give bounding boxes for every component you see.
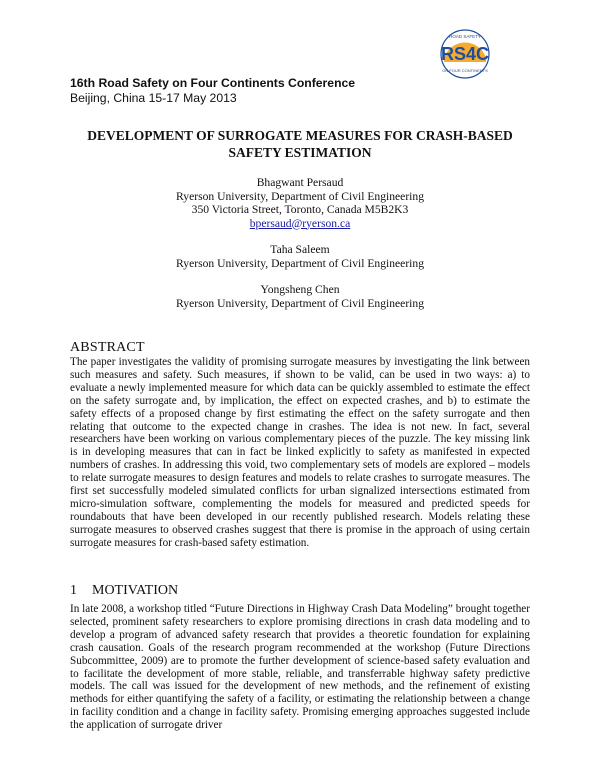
paper-title: DEVELOPMENT OF SURROGATE MEASURES FOR CRASH-BASED SAFETY ESTIMATION — [87, 128, 513, 160]
author-email-link[interactable]: bpersaud@ryerson.ca — [249, 216, 351, 230]
author-affiliation: Ryerson University, Department of Civil Engineering — [176, 296, 424, 310]
conference-location: Beijing, China 15-17 May 2013 — [70, 91, 237, 105]
author-address: 350 Victoria Street, Toronto, Canada M5B2K3 — [191, 203, 409, 216]
conference-header — [70, 76, 355, 106]
author-name: Bhagwant Persaud — [256, 176, 344, 189]
abstract-text: The paper investigates the validity of promising surrogate measures by investigating the link between such measures and safety. Such measures, if shown to be valid, can be used in two ways: a) to evaluate a newly implemented measure for which data can be quickly assembled to estimate the effect on the safety surrogate and, by implication, the effect on expected crashes, and b) to estimate the safety effects of a proposed change by first estimating the effect on the safety surrogate and then relating that outcome to the expected change in crashes. The idea is not new. In fact, several researchers have been working on various complementary pieces of the puzzle. The key missing link is in developing measures that can in fact be linked explicitly to safety as manifested in expected numbers of crashes. In addressing this void, two complementary sets of models are explored – models to relate surrogate measures to design features and models to relate crashes to surrogate measures. The first set successfully modeled simulated conflicts for urban signalized intersections estimated from micro-simulation software, complementing the models for measured and predicted speeds for roundabouts that have been developed in our recently published research. Models relating these surrogate measures to observed crashes suggest that there is promise in the approach of using certain surrogate measures for crash-based safety estimation. — [70, 356, 530, 549]
author-block — [70, 176, 530, 310]
author-affiliation: Ryerson University, Department of Civil Engineering — [176, 189, 424, 203]
logo-brand-text: RS4C — [440, 44, 490, 64]
logo-top-text: ROAD SAFETY — [449, 34, 481, 39]
author-name: Taha Saleem — [270, 243, 330, 256]
section-text: In late 2008, a workshop titled “Future Directions in Highway Crash Data Modeling” brought together selected, prominent safety researchers to explore promising directions in crash data modeling and to develop a program of advanced safety research that provides a theoretic foundation for explaining crash causation. Goals of the research program recommended at the workshop (Future Directions Subcommittee, 2009) are to promote the further development of science-based safety evaluation and to facilitate the development of more stable, reliable, and transferrable highway safety predictive models. The call was issued for the development of new methods, and the refinement of existing methods for either quantifying the safety of a facility, or estimating the relationship between a change in facility condition and a change in facility safety. Promising emerging approaches suggested include the application of surrogate driver — [70, 603, 530, 732]
rs4c-logo-icon — [430, 28, 500, 80]
abstract-heading: ABSTRACT — [70, 340, 145, 355]
author-name: Yongsheng Chen — [260, 283, 340, 296]
conference-title: 16th Road Safety on Four Continents Conference — [70, 76, 356, 90]
logo-bottom-text: ON FOUR CONTINENTS — [442, 68, 488, 73]
section-number: 1 — [70, 583, 77, 598]
conference-logo — [430, 28, 500, 80]
author-affiliation: Ryerson University, Department of Civil Engineering — [176, 256, 424, 270]
section-title: MOTIVATION — [92, 583, 179, 598]
section-heading — [70, 583, 178, 599]
